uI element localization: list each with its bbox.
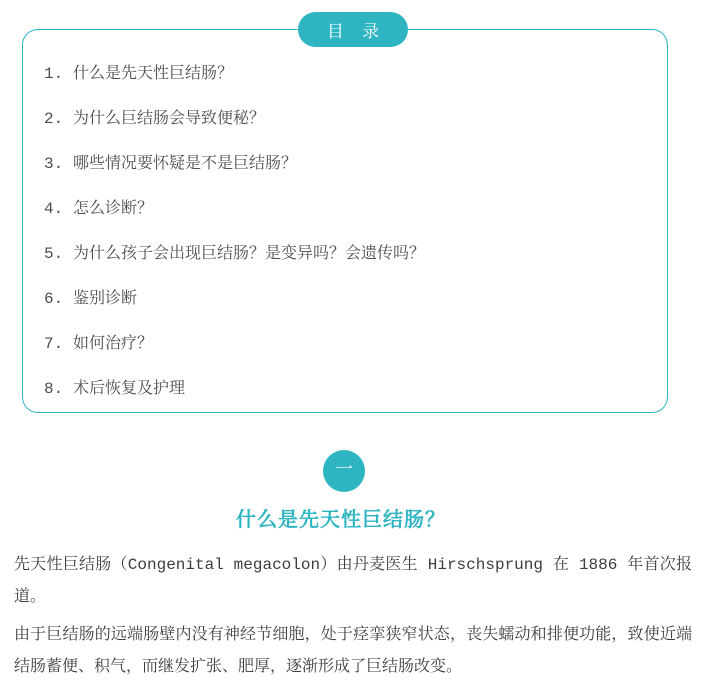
toc-item-number: 2. (44, 110, 64, 128)
toc-item-2 (44, 111, 647, 127)
toc-item-number: 3. (44, 155, 64, 173)
toc-item-8 (44, 381, 647, 397)
toc-item-label: 什么是先天性巨结肠？ (73, 65, 234, 83)
toc-list (23, 30, 667, 397)
toc-item-label: 为什么孩子会出现巨结肠？是变异吗？会遗传吗？ (73, 245, 426, 263)
toc-item-number: 4. (44, 200, 64, 218)
section-number-badge (323, 450, 365, 492)
toc-box (22, 29, 668, 413)
toc-item-7 (44, 336, 647, 352)
toc-item-6 (44, 291, 647, 307)
toc-item-1 (44, 66, 647, 82)
toc-item-number: 7. (44, 335, 64, 353)
toc-item-label: 哪些情况要怀疑是不是巨结肠？ (73, 155, 298, 173)
section-number-label: 一 (335, 461, 353, 481)
section-heading: 什么是先天性巨结肠？ (236, 510, 446, 533)
toc-item-number: 6. (44, 290, 64, 308)
toc-item-label: 为什么巨结肠会导致便秘？ (73, 110, 266, 128)
toc-item-5 (44, 246, 647, 262)
toc-item-number: 5. (44, 245, 64, 263)
toc-item-4 (44, 201, 647, 217)
toc-item-label: 如何治疗？ (73, 335, 154, 353)
body-paragraph-1: 先天性巨结肠（Congenital megacolon）由丹麦医生 Hirschsprung 在 1886 年首次报道。 (14, 556, 692, 606)
toc-item-label: 鉴别诊断 (73, 290, 138, 308)
toc-title: 目 录 (326, 23, 384, 43)
toc-item-number: 1. (44, 65, 64, 83)
toc-item-label: 术后恢复及护理 (73, 380, 186, 398)
body-paragraph-2: 由于巨结肠的远端肠壁内没有神经节细胞，处于痉挛狭窄状态，丧失蠕动和排便功能，致使近端结肠蓄便、积气，而继发扩张、肥厚，逐渐形成了巨结肠改变。 (14, 626, 692, 676)
toc-item-label: 怎么诊断？ (73, 200, 154, 218)
toc-item-number: 8. (44, 380, 64, 398)
toc-title-badge (298, 12, 408, 47)
toc-item-3 (44, 156, 647, 172)
